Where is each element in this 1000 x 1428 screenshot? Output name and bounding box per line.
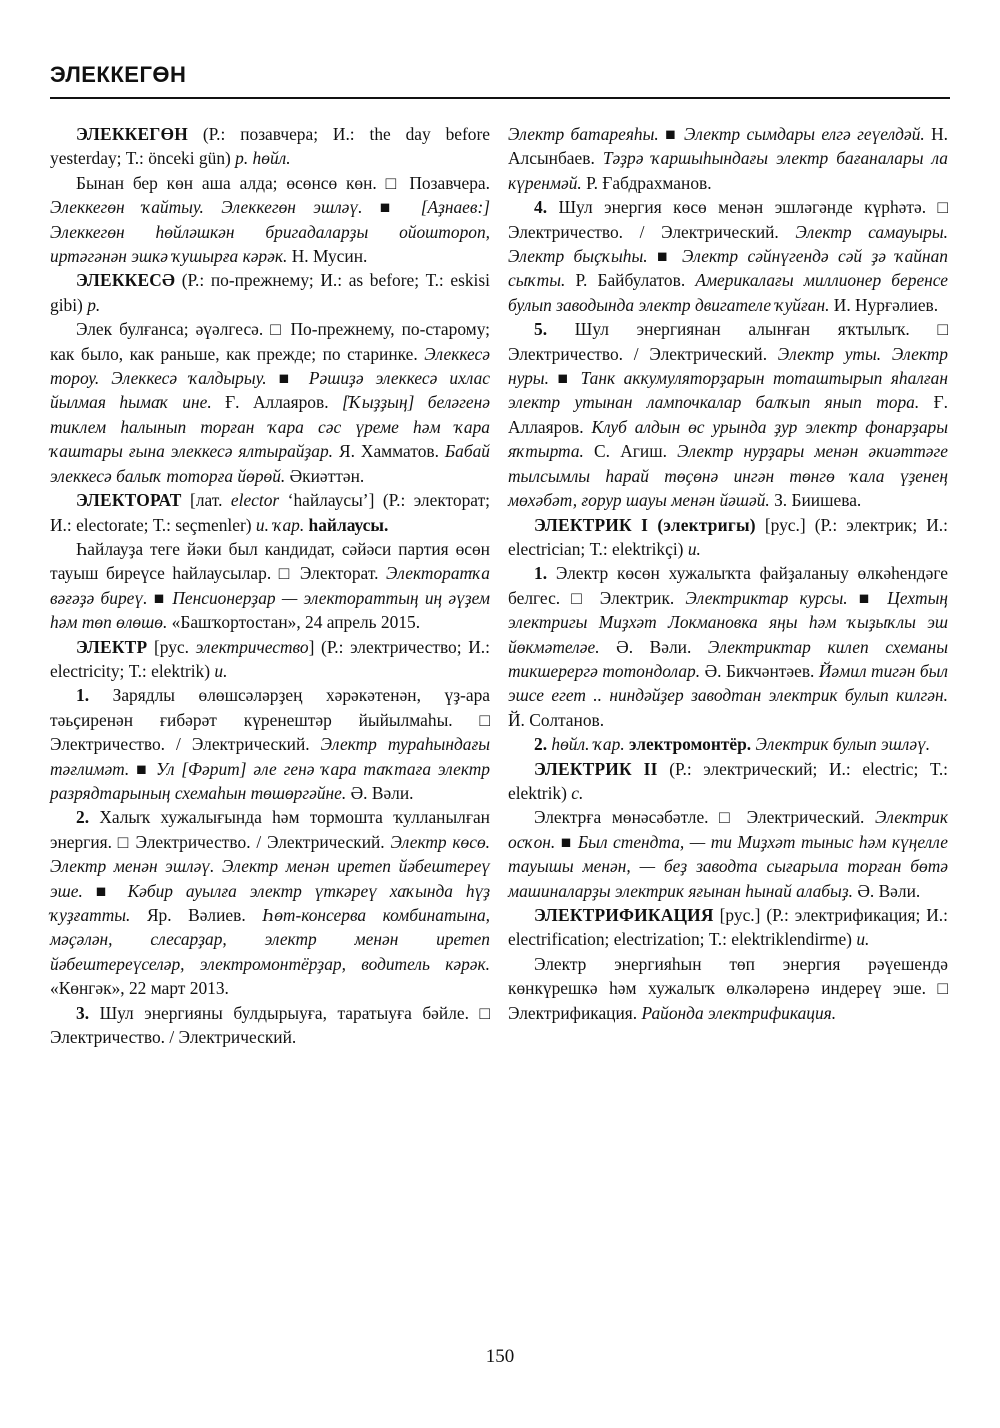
sense-1: [50, 683, 490, 805]
usage-example: Районда электрификация.: [641, 1002, 837, 1023]
sense-number: 4.: [534, 197, 548, 218]
citation: Бабай элеккесә балыҡ тоторға йөрөй.: [50, 441, 490, 486]
grammar: ] (Р.: электричество; И.: electricity; Т.: elektrik): [50, 636, 490, 681]
definition: Шул энергияны булдырыуға, таратыуға бәйле.: [89, 1002, 469, 1023]
sense-number: 5.: [534, 319, 548, 340]
translation: □ Электорат.: [271, 563, 386, 584]
translation: □ Электричество. / Электрический.: [50, 1002, 490, 1048]
grammar: ‘һайлаусы’] (Р.: электорат; И.: electorate; Т.: seçmenler): [50, 490, 490, 535]
translation: □ Электричество. / Электрический.: [508, 319, 948, 364]
sense-3: [50, 1001, 490, 1050]
translation: □ Электрический.: [708, 807, 876, 828]
sense-4: [508, 195, 948, 317]
entry-elektrik-2: [508, 757, 948, 806]
citation-source: З. Биишева.: [769, 490, 862, 511]
citation: Электр сымдары елгә геүелдәй.: [683, 124, 925, 144]
usage-example: Элеккегөн ҡайтыу. Элеккегөн эшләү.: [50, 197, 363, 218]
citation-source: «Башҡортостан», 24 апрель 2015.: [167, 612, 421, 633]
citation: [Аҙнаев:] Элеккегөн һөйләшкән бригадаларҙы ойоштороп, иртәгәнән эшкә ҡушырға кәрәк.: [50, 197, 491, 267]
citation: Пенсионерҙар — электораттың иң әүҙем һәм төп өлөшө.: [50, 587, 491, 633]
usage-example: Электрик булып эшләү.: [751, 734, 931, 755]
citation: Электр сәйнүгендә сәй ҙә ҡайнап сыҡты.: [508, 246, 949, 291]
part-of-speech: и.: [214, 660, 228, 681]
headword: ЭЛЕКТРИФИКАЦИЯ: [534, 905, 714, 925]
grammar: [рус.] (Р.: электрик; И.: electrician; Т.: elektrikçi): [508, 514, 948, 559]
citation-source: Ә. Вәли.: [852, 880, 921, 901]
sense-1: [508, 561, 948, 732]
entry-elektrik-1: [508, 513, 948, 562]
translation: □ Позавчера.: [376, 172, 490, 193]
citation: Электриктар килеп схеманы тикшерергә тотондолар.: [508, 636, 948, 681]
right-column: [508, 122, 948, 1025]
citation-source: Әкиәттән.: [285, 465, 365, 486]
part-of-speech: һөйл. ҡар.: [547, 734, 630, 755]
citation: Һөт-консерва комбинатына, мәҫәлән, слесарҙар, электр менән иретеп йәбештереүселәр, электромонтёрҙар, водитель кәрәк.: [50, 905, 490, 974]
citation: Йәмил тигән был эшсе егет .. ниндәйҙер заводтан электрик булып килгән.: [508, 660, 948, 706]
definition: Элек булғанса; әүәлгесә.: [76, 319, 264, 340]
citation: Был стендта, — ти Миҙхәт тыныс һәм күңелле тауышы менән, — беҙ заводта сығарыла торған бөтә машиналарҙы электрик яғынан һынай алабыҙ.: [508, 831, 948, 901]
entry-elektrifikatsiya: [508, 903, 948, 952]
translation: □ Электричество. / Электрический.: [111, 831, 391, 852]
square-icon: ■: [82, 880, 128, 901]
sense-number: 3.: [76, 1002, 90, 1023]
entry-body: [508, 805, 948, 903]
part-of-speech: р. һөйл.: [235, 148, 291, 169]
entry-body: [508, 952, 948, 1025]
citation-source: Н. Алсынбаев.: [508, 124, 949, 169]
grammar: (Р.: электрический; И.: electric; Т.: elektrik): [508, 758, 948, 803]
sense-2: [50, 805, 490, 1000]
usage-example: Электр уты. Электр нуры.: [508, 343, 948, 389]
citation-source: Р. Байбулатов.: [565, 270, 696, 291]
grammar: [лат.: [181, 490, 231, 511]
etymology: elector: [230, 490, 280, 511]
square-icon: ■: [548, 368, 581, 389]
usage-example: Элеккесә тороу. Элеккесә ҡалдырыу.: [50, 343, 490, 389]
part-of-speech: и. ҡар.: [255, 514, 305, 535]
definition: Шул энергия көсө менән эшләгәнде күрһәтә.: [547, 197, 927, 218]
etymology: электричество: [195, 636, 309, 657]
entry-elektr: [50, 635, 490, 684]
headword: ЭЛЕККЕГӨН: [76, 124, 188, 144]
translation: □ Электрификация.: [508, 978, 948, 1023]
sense-number: 1.: [534, 563, 548, 584]
sense-2: [508, 732, 948, 756]
left-column: [50, 122, 490, 1049]
square-icon: ■: [362, 197, 421, 218]
header-rule: [50, 97, 950, 99]
citation: Ул [Фәрит] әле генә ҡара таҡтаға электр разрядтарының схемаһын төшөргәйне.: [50, 758, 490, 803]
translation: □ Электрик.: [560, 587, 686, 608]
grammar: (Р.: по-прежнему; И.: as before; Т.: eskisi gibi): [50, 270, 490, 315]
citation: [Ҡыҙҙың] беләгенә тиклем һалынып торған ҡара сәс үреме һәм ҡара ҡаштары ғына элеккесә ялтырайҙар.: [50, 392, 490, 462]
entry-elekkese: [50, 268, 490, 317]
usage-example: Электрик осҡон.: [508, 807, 949, 852]
grammar: [рус.] (Р.: электрификация; И.: electrification; electrization; Т.: elektriklendirme): [508, 905, 948, 950]
square-icon: ■: [266, 368, 309, 389]
citation: Клуб алдын өс урында ҙур электр фонарҙары яҡтырта.: [508, 416, 948, 462]
headword: ЭЛЕКТР: [76, 636, 148, 657]
usage-example: Электр батареяһы.: [508, 124, 659, 144]
translation: □ Электричество. / Электрический.: [508, 197, 949, 242]
running-head: ЭЛЕККЕГӨН: [50, 62, 187, 87]
cross-reference: электромонтёр.: [629, 734, 752, 755]
citation: Танк аккумуляторҙарын тоташтырып яһалған электр утынан лампочкалар балҡып янып тора.: [508, 368, 948, 413]
citation-source: Ғ. Аллаяров.: [508, 392, 948, 437]
usage-example: Электр тураһындағы тәғлимәт.: [50, 734, 491, 779]
grammar: (Р.: позавчера; И.: the day before yesterday; Т.: önceki gün): [50, 124, 490, 169]
part-of-speech: и.: [856, 929, 870, 950]
definition: Халыҡ хужалығында һәм тормошта ҡулланылған энергия.: [50, 807, 490, 852]
citation-source: Ә. Вәли.: [346, 782, 414, 803]
sense-number: 2.: [76, 807, 90, 828]
definition: Шул энергиянан алынған яҡтылыҡ.: [547, 319, 910, 340]
square-icon: ■: [658, 124, 684, 144]
citation: Электр нурҙары менән әкиәттәге тылсымлы һарай төҫөнә ингән төнгө ҡала үҙенең мөхәбәт, ғорур шауы менән йәшәй.: [508, 441, 949, 511]
headword: ЭЛЕККЕСӘ: [76, 270, 176, 291]
citation: Цехтың электригы Миҙхәт Локмановка яңы һәм ҡыҙыҡлы эш йөкмәтеләе.: [508, 587, 949, 657]
citation: Рәшиҙә элеккесә ихлас йылмая һымаҡ ине.: [50, 368, 490, 413]
definition: Һайлауҙа теге йәки был кандидат, сәйәси партия өсөн тауыш биреүсе һайлаусылар.: [50, 538, 490, 584]
entry-body: [50, 171, 490, 269]
entry-body: [50, 537, 490, 635]
square-icon: ■: [147, 587, 173, 608]
usage-example: Электриктар курсы.: [685, 587, 848, 608]
definition: Зарядлы өлөшсәләрҙең хәрәкәтенән, үҙ-ара тәьҫиренән ғибәрәт күренештәр йыйылмаһы.: [50, 685, 490, 730]
citation-source: Ә. Бикчәнтәев.: [700, 660, 819, 681]
sense-number: 1.: [76, 685, 90, 706]
definition: Электр энергияһын төп энергия рәүешендә көнкүрешкә һәм хужалыҡ өлкәләренә индереү эше.: [508, 953, 948, 999]
part-of-speech: с.: [571, 782, 584, 803]
entry-continuation: [508, 122, 948, 195]
sense-5: [508, 317, 948, 512]
square-icon: ■: [555, 831, 578, 852]
definition: Бынан бер көн аша алда; өсөнсө көн.: [76, 172, 377, 193]
definition: Электрға мөнәсәбәтле.: [534, 807, 709, 828]
citation-source: Ә. Вәли.: [599, 636, 708, 657]
citation-source: Р. Ғабдрахманов.: [581, 172, 712, 193]
usage-example: Электр көсө. Электр менән эшләү. Электр менән иретеп йәбештереү эше.: [50, 831, 490, 901]
square-icon: ■: [647, 246, 682, 267]
usage-example: Электоратҡа вәғәҙә биреү.: [50, 563, 490, 608]
citation-source: Й. Солтанов.: [508, 709, 605, 730]
headword: ЭЛЕКТРИК I (электригы): [534, 514, 756, 535]
entry-body: [50, 317, 490, 488]
definition: Электр көсөн хужалыҡта файҙаланыу өлкәһендәге белгес.: [508, 563, 948, 608]
headword: ЭЛЕКТРИК II: [534, 758, 658, 779]
citation-source: Я. Хамматов.: [333, 441, 445, 462]
translation: □ По-прежнему, по-старому; как было, как раньше, как прежде; по старинке.: [50, 319, 490, 364]
citation-source: Н. Мусин.: [287, 246, 368, 267]
citation-source: «Көнгәк», 22 март 2013.: [50, 978, 229, 999]
part-of-speech: р.: [87, 294, 101, 315]
citation-source: С. Агиш.: [583, 441, 678, 462]
cross-reference: һайлаусы.: [304, 514, 389, 535]
sense-number: 2.: [534, 734, 548, 755]
citation: Кәбир ауылға электр үткәреү хаҡында һүҙ ҡуҙғатты.: [50, 880, 491, 925]
citation-source: И. Нурғәлиев.: [829, 294, 939, 315]
part-of-speech: и.: [687, 538, 701, 559]
translation: □ Электричество. / Электрический.: [50, 709, 490, 755]
entry-elektorat: [50, 488, 490, 537]
citation: Тәҙрә ҡаршыһындағы электр бағаналары ла күренмәй.: [508, 148, 948, 193]
grammar: [рус.: [147, 636, 196, 657]
entry-elekkegon: [50, 122, 490, 171]
citation: Америкалағы миллионер беренсе булып заводында электр двигателе ҡуйған.: [508, 270, 948, 315]
square-icon: ■: [129, 758, 156, 779]
citation-source: Яр. Вәлиев.: [130, 905, 263, 925]
page-number: 150: [485, 1346, 515, 1367]
headword: ЭЛЕКТОРАТ: [76, 490, 182, 511]
square-icon: ■: [847, 587, 888, 608]
usage-example: Электр самауыры. Электр быҫҡыһы.: [508, 221, 949, 267]
citation-source: Ғ. Аллаяров.: [211, 392, 343, 413]
